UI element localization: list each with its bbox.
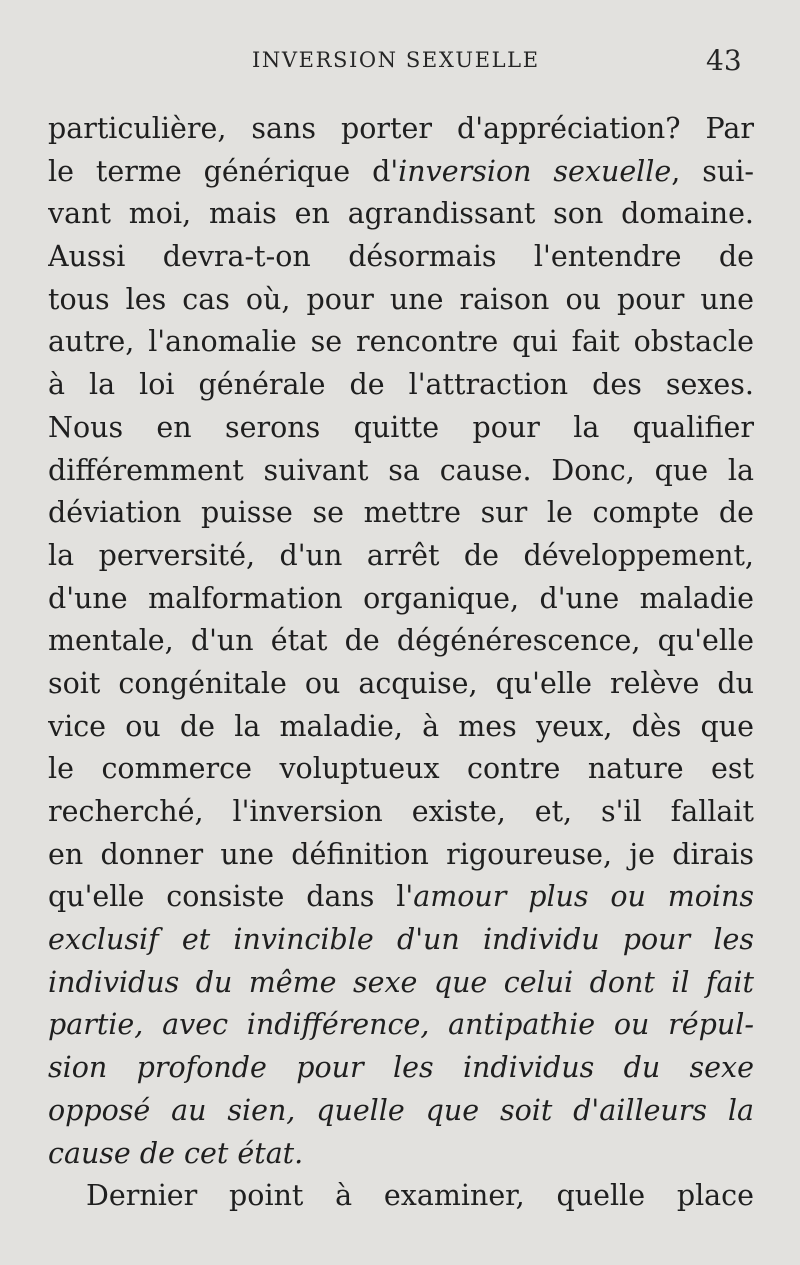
- text-line: [48, 834, 754, 877]
- text-fragment: déviation puisse se mettre sur le compte de: [48, 496, 754, 530]
- text-fragment: , sui-: [671, 154, 754, 188]
- text-line-italic: [48, 1133, 754, 1176]
- text-fragment-italic: inversion sexuelle: [398, 154, 672, 188]
- text-line-italic: [48, 919, 754, 962]
- text-fragment: en donner une définition rigoureuse, je dirais: [48, 837, 754, 871]
- text-fragment: d'une malformation organique, d'une maladie: [48, 581, 754, 615]
- text-fragment: Aussi devra-t-on désormais l'entendre de: [48, 240, 754, 274]
- running-title: INVERSION SEXUELLE: [252, 48, 540, 72]
- text-fragment: partie, avec indifférence, antipathie ou répul-: [48, 1008, 754, 1042]
- text-line-italic: [48, 1047, 754, 1090]
- text-line-italic: [48, 1090, 754, 1133]
- text-line: [48, 108, 754, 151]
- text-fragment: vice ou de la maladie, à mes yeux, dès que: [48, 709, 754, 743]
- text-fragment: Nous en serons quitte pour la qualifier: [48, 410, 754, 444]
- text-fragment: sion profonde pour les individus du sexe: [48, 1051, 754, 1085]
- text-line: [48, 492, 754, 535]
- text-fragment: exclusif et invincible d'un individu pour les: [48, 923, 754, 957]
- text-line: [48, 450, 754, 493]
- text-line-italic: [48, 1004, 754, 1047]
- text-fragment: Dernier point à examiner, quelle place: [86, 1179, 754, 1213]
- text-fragment: mentale, d'un état de dégénérescence, qu'elle: [48, 624, 754, 658]
- text-fragment: le terme générique d': [48, 154, 399, 188]
- text-line: [48, 279, 754, 322]
- text-line-italic: [48, 962, 754, 1005]
- text-fragment: à la loi générale de l'attraction des sexes.: [48, 368, 754, 402]
- running-head: [0, 44, 800, 80]
- text-fragment: soit congénitale ou acquise, qu'elle relève du: [48, 666, 754, 700]
- text-line: [48, 535, 754, 578]
- text-fragment: différemment suivant sa cause. Donc, que la: [48, 453, 754, 487]
- body-text: [48, 108, 754, 1218]
- text-fragment: opposé au sien, quelle que soit d'ailleurs la: [48, 1093, 754, 1127]
- text-fragment: vant moi, mais en agrandissant son domaine.: [48, 197, 754, 231]
- text-line: [48, 748, 754, 791]
- text-fragment: particulière, sans porter d'appréciation? Par: [48, 112, 754, 145]
- text-line: [48, 407, 754, 450]
- text-fragment: tous les cas où, pour une raison ou pour une: [48, 282, 754, 316]
- text-line: [48, 364, 754, 407]
- text-line: [48, 620, 754, 663]
- text-fragment: qu'elle consiste dans l': [48, 880, 414, 914]
- text-line: [48, 321, 754, 364]
- text-fragment: cause de cet état.: [48, 1136, 304, 1170]
- page-number: 43: [706, 44, 742, 77]
- text-line: [48, 193, 754, 236]
- text-fragment: la perversité, d'un arrêt de développement,: [48, 538, 754, 572]
- text-fragment-italic: amour plus ou moins: [413, 880, 754, 914]
- text-line: [48, 876, 754, 919]
- text-fragment: recherché, l'inversion existe, et, s'il fallait: [48, 795, 754, 828]
- text-fragment: individus du même sexe que celui dont il fait: [48, 965, 754, 999]
- text-line: [48, 236, 754, 279]
- text-line: [48, 791, 754, 834]
- text-line: [48, 1175, 754, 1218]
- text-fragment: le commerce voluptueux contre nature est: [48, 752, 754, 786]
- text-line: [48, 578, 754, 621]
- text-line: [48, 151, 754, 194]
- text-fragment: autre, l'anomalie se rencontre qui fait obstacle: [48, 325, 754, 359]
- text-line: [48, 663, 754, 706]
- text-line: [48, 706, 754, 749]
